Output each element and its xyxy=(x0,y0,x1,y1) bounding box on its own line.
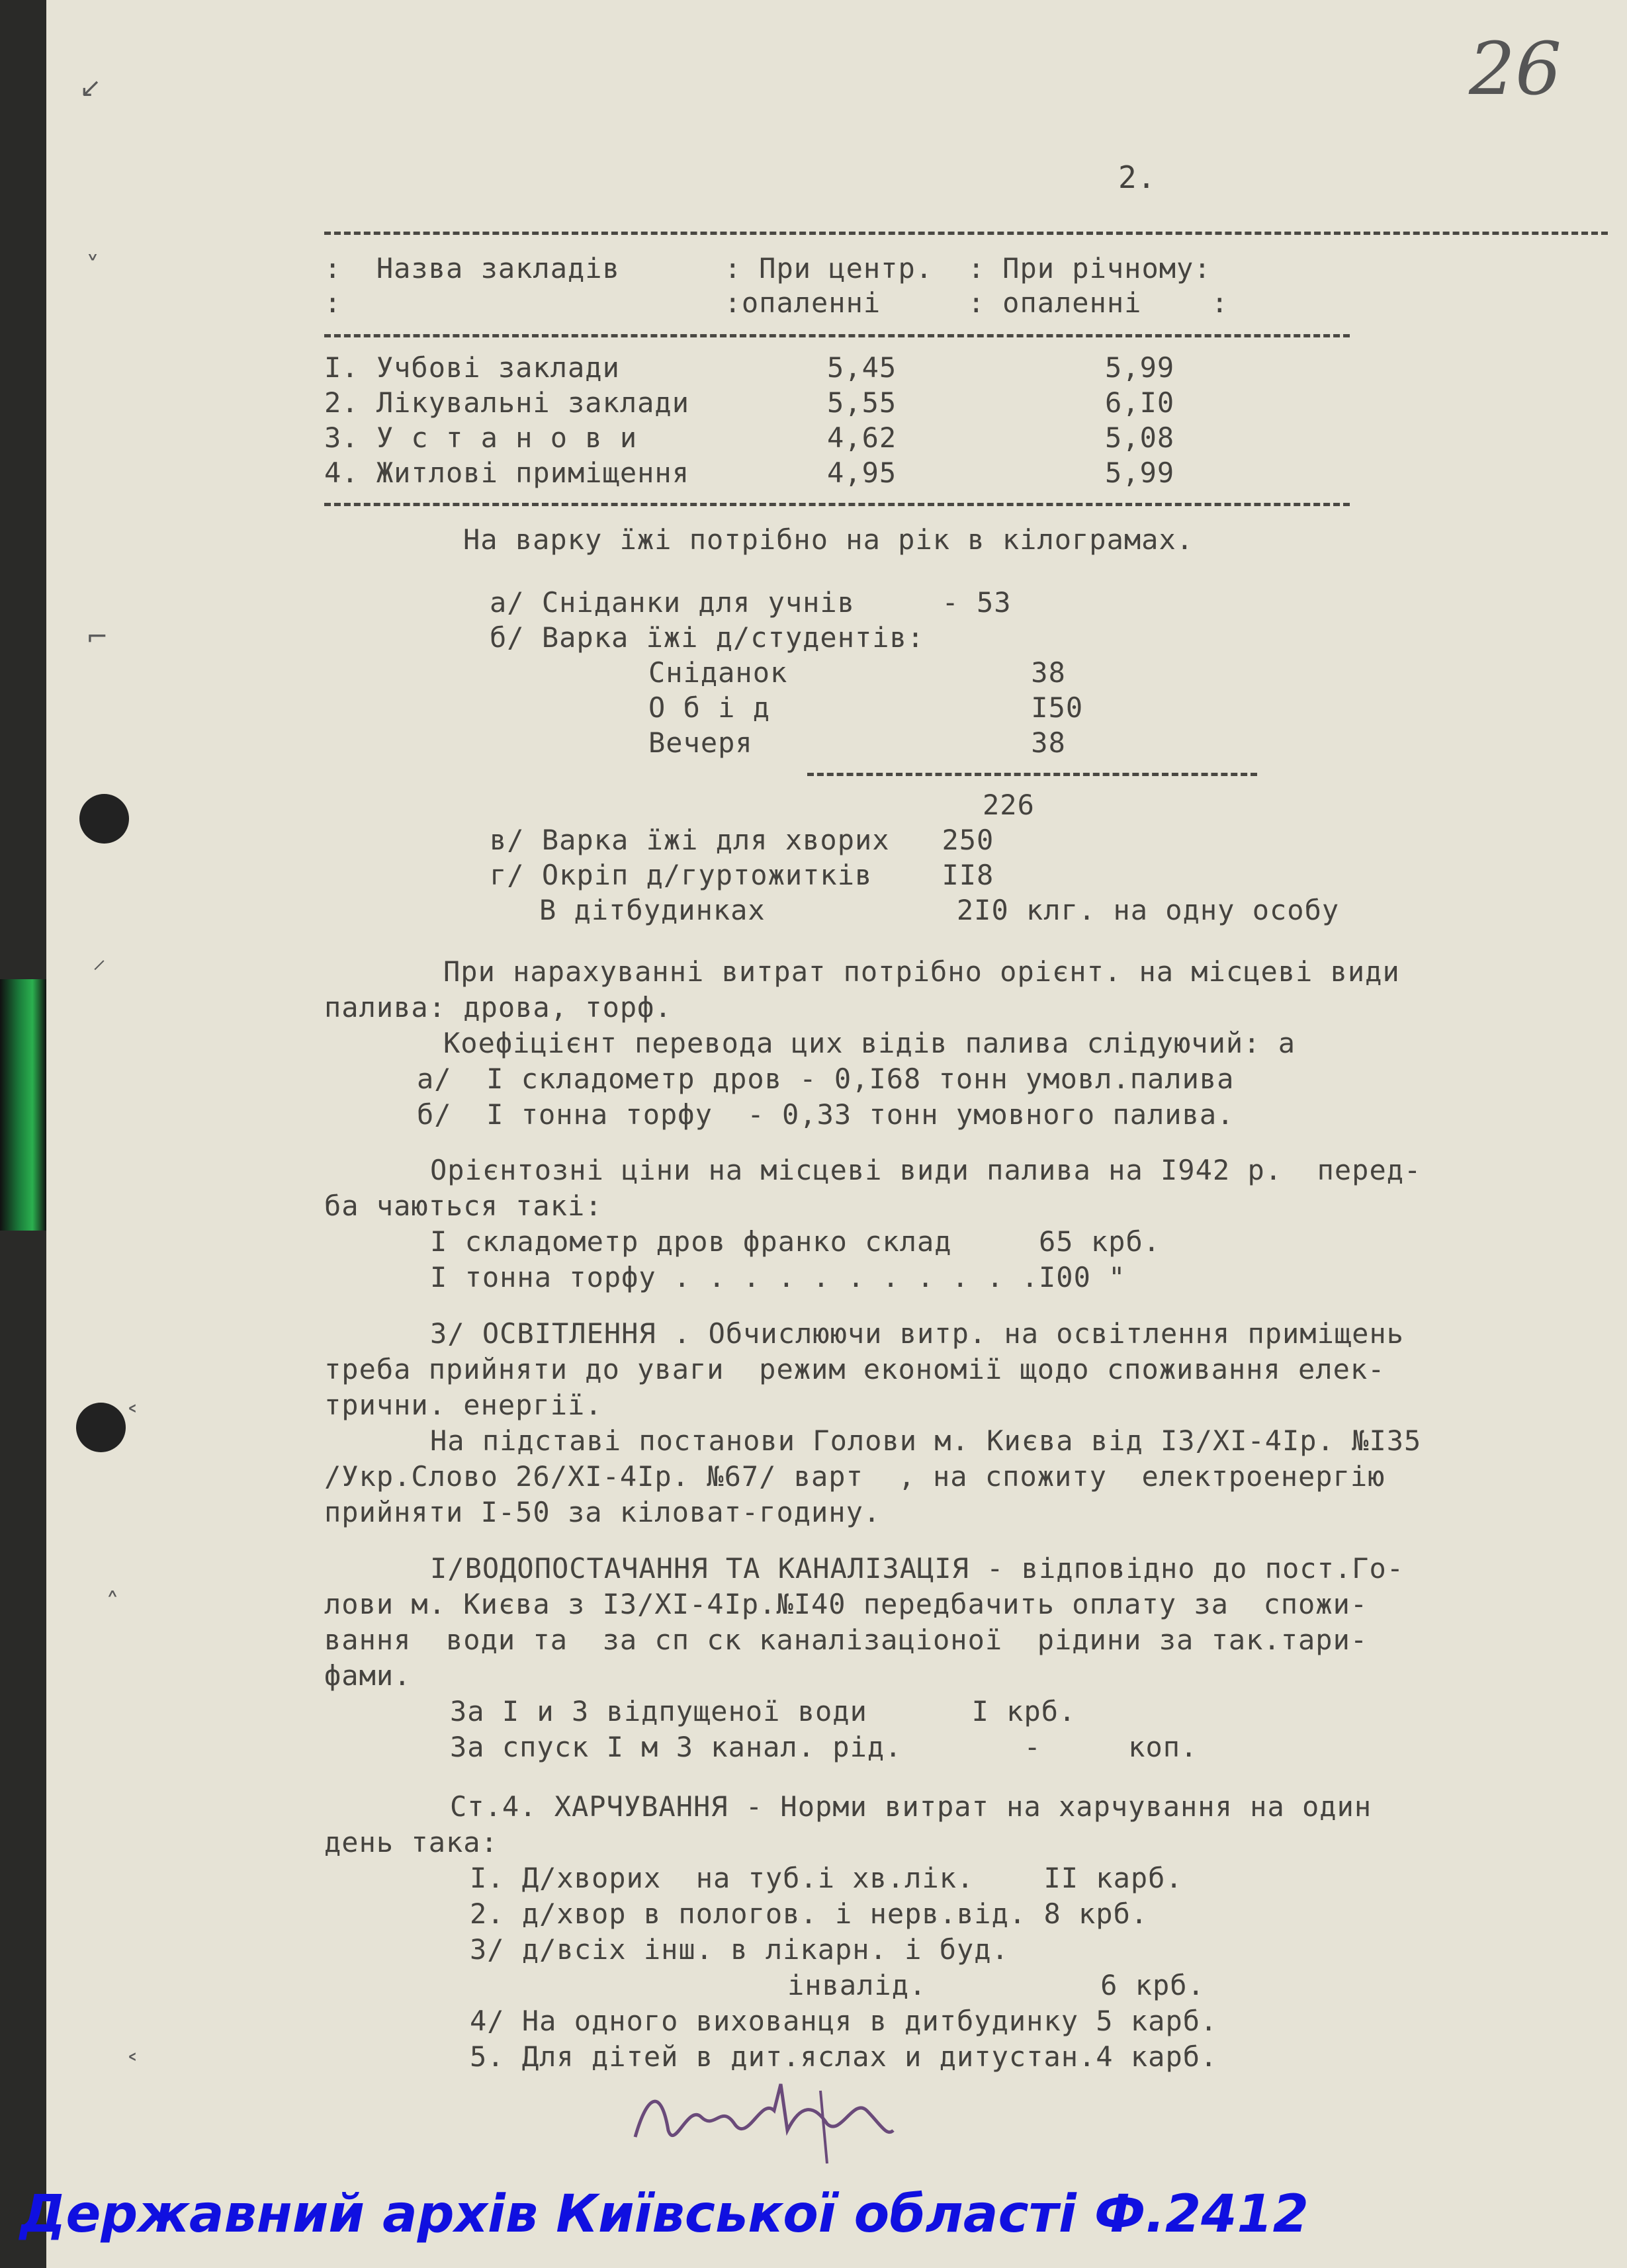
nutrition-item4: 4/ На одного вихованця в дитбудинку 5 карб. xyxy=(470,2005,1218,2037)
lighting-line6: прийняти І-50 за кіловат-годину. xyxy=(324,1496,881,1528)
fuel-para2: Коефіцієнт перевода цих відів палива слідуючий: а xyxy=(443,1027,1296,1059)
food-subtotal-rule xyxy=(807,773,1257,776)
nutrition-line1: Ст.4. ХАРЧУВАННЯ - Норми витрат на харчування на один xyxy=(450,1790,1372,1823)
food-dinner: Вечеря 38 xyxy=(648,726,1066,759)
water-line3: вання води та за сп ск каналізаціоної рідини за так.тари- xyxy=(324,1624,1368,1656)
table-header-line-2: : :опаленні : опаленні : xyxy=(324,286,1229,319)
lighting-line4: На підставі постанови Голови м. Києва від ІЗ/ХІ-4Ір. №І35 xyxy=(430,1424,1422,1457)
row-label: І. Учбові заклади xyxy=(324,351,620,384)
nutrition-item2: 2. д/хвор в пологов. і нерв.від. 8 крб. xyxy=(470,1897,1149,1930)
margin-mark: ˂ xyxy=(126,1403,139,1433)
food-lunch: О б і д І50 xyxy=(648,691,1084,724)
nutrition-item1: І. Д/хворих на туб.і хв.лік. ІІ карб. xyxy=(470,1862,1183,1894)
water-line2: лови м. Києва з ІЗ/ХІ-4Ір.№І40 передбачить оплату за спожи- xyxy=(324,1588,1368,1620)
margin-mark: ⌐ xyxy=(86,622,109,652)
fuel-para3-line2: ба чаються такі: xyxy=(324,1190,603,1222)
punch-hole xyxy=(76,1403,126,1452)
row-annual-value: 6,І0 xyxy=(1105,386,1175,419)
table-bottom-rule xyxy=(324,503,1350,506)
fuel-coef-b: б/ І тонна торфу - 0,33 тонн умовного палива. xyxy=(417,1098,1235,1131)
fuel-price-peat: І тонна торфу . . . . . . . . . . .І00 " xyxy=(430,1261,1126,1293)
scanner-edge-strip xyxy=(0,979,46,1231)
water-line5: За І и 3 відпущеної води І крб. xyxy=(450,1695,1077,1727)
fuel-coef-a: а/ І складометр дров - 0,І68 тонн умовл.палива xyxy=(417,1063,1235,1095)
fuel-para1-line2: палива: дрова, торф. xyxy=(324,991,672,1024)
row-annual-value: 5,99 xyxy=(1105,351,1175,384)
table-top-rule xyxy=(324,232,1608,235)
food-heading: На варку їжі потрібно на рік в кілограмах. xyxy=(463,523,1194,556)
lighting-line1: 3/ ОСВІТЛЕННЯ . Обчислюючи витр. на освітлення приміщень xyxy=(430,1317,1405,1350)
table-header-rule xyxy=(324,334,1350,337)
row-label: 3. У с т а н о в и xyxy=(324,421,638,454)
margin-mark: ˂ xyxy=(126,2051,139,2081)
margin-mark: ↙ xyxy=(79,73,102,103)
document-page xyxy=(46,0,1627,2268)
water-line4: фами. xyxy=(324,1659,412,1692)
food-children: В дітбудинках 2І0 клг. на одну особу xyxy=(539,894,1340,926)
food-item-a: а/ Сніданки для учнів - 53 xyxy=(490,586,1012,619)
row-annual-value: 5,08 xyxy=(1105,421,1175,454)
food-subtotal: 226 xyxy=(983,789,1035,821)
handwritten-signature xyxy=(629,2064,906,2170)
margin-mark: ˅ xyxy=(86,251,99,282)
water-line1: І/ВОДОПОСТАЧАННЯ ТА КАНАЛІЗАЦІЯ - відповідно до пост.Го- xyxy=(430,1552,1405,1585)
table-header-line-1: : Назва закладів : При центр. : При річному: xyxy=(324,252,1211,284)
fuel-para1-line1: При нарахуванні витрат потрібно орієнт. на місцеві види xyxy=(443,955,1400,988)
nutrition-line2: день така: xyxy=(324,1826,498,1858)
food-item-b: б/ Варка їжі д/студентів: xyxy=(490,621,925,654)
page-number: 2. xyxy=(1118,159,1157,195)
food-item-v: в/ Варка їжі для хворих 250 xyxy=(490,824,994,856)
lighting-line5: /Укр.Слово 26/ХІ-4Ір. №67/ варт , на спожиту електроенергію xyxy=(324,1460,1385,1493)
food-item-g: г/ Окріп д/гуртожитків ІІ8 xyxy=(490,859,994,891)
fuel-para3-line1: Орієнтозні ціни на місцеві види палива на І942 р. перед- xyxy=(430,1154,1422,1186)
nutrition-item3: 3/ д/всіх інш. в лікарн. і буд. xyxy=(470,1933,1009,1966)
row-label: 4. Житлові приміщення xyxy=(324,457,690,489)
fuel-price-wood: І складометр дров франко склад 65 крб. xyxy=(430,1225,1161,1258)
row-central-value: 4,62 xyxy=(827,421,897,454)
water-line6: За спуск І м 3 канал. рід. - коп. xyxy=(450,1731,1198,1763)
folio-number: 26 xyxy=(1469,26,1561,111)
row-label: 2. Лікувальні заклади xyxy=(324,386,690,419)
archive-watermark: Державний архів Київської області Ф.2412 xyxy=(20,2185,1309,2244)
food-breakfast: Сніданок 38 xyxy=(648,656,1066,689)
margin-mark: ˄ xyxy=(106,1588,119,1618)
row-central-value: 5,55 xyxy=(827,386,897,419)
row-central-value: 4,95 xyxy=(827,457,897,489)
row-central-value: 5,45 xyxy=(827,351,897,384)
lighting-line2: треба прийняти до уваги режим економії щодо споживання елек- xyxy=(324,1353,1385,1385)
nutrition-item3-cont: інвалід. 6 крб. xyxy=(787,1969,1205,2001)
margin-mark: ⸝ xyxy=(93,944,106,975)
lighting-line3: трични. енергії. xyxy=(324,1389,603,1421)
punch-hole xyxy=(79,794,129,844)
nutrition-item5: 5. Для дітей в дит.яслах и дитустан.4 карб. xyxy=(470,2040,1218,2073)
row-annual-value: 5,99 xyxy=(1105,457,1175,489)
